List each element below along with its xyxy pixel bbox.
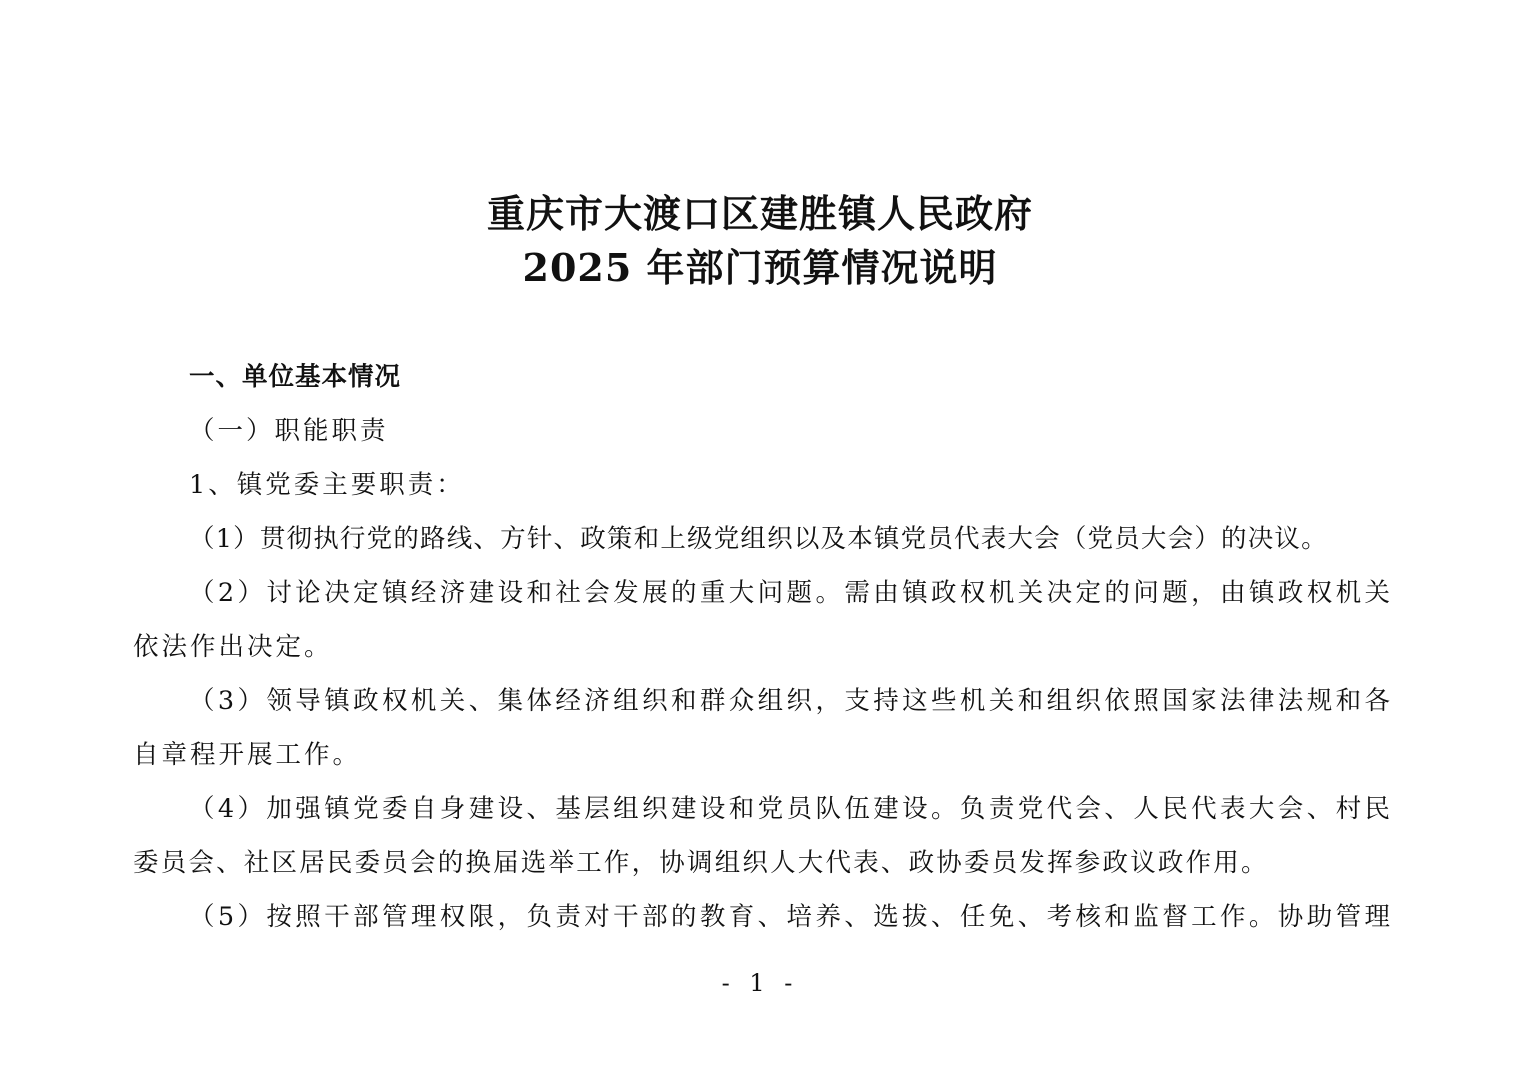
subsection-heading-functions: （一）职能职责 [189, 416, 389, 446]
document-title-line2: 2025 年部门预算情况说明 [522, 245, 998, 290]
document-title-line1: 重庆市大渡口区建胜镇人民政府 [486, 191, 1033, 236]
page-number: - 1 - [721, 969, 799, 997]
item-heading-party-committee: 1、镇党委主要职责： [189, 470, 465, 500]
paragraph-3-line-1: （3）领导镇政权机关、集体经济组织和群众组织，支持这些机关和组织依照国家法律法规和各 [189, 686, 1393, 716]
paragraph-4-line-1: （4）加强镇党委自身建设、基层组织建设和党员队伍建设。负责党代会、人民代表大会、村民 [189, 794, 1393, 824]
paragraph-2-line-2: 依法作出决定。 [133, 632, 333, 662]
paragraph-5-line-1: （5）按照干部管理权限，负责对干部的教育、培养、选拔、任免、考核和监督工作。协助管理 [189, 902, 1393, 932]
paragraph-4-line-2: 委员会、社区居民委员会的换届选举工作，协调组织人大代表、政协委员发挥参政议政作用。 [133, 848, 1269, 878]
paragraph-1-line-1: （1）贯彻执行党的路线、方针、政策和上级党组织以及本镇党员代表大会（党员大会）的决议。 [189, 524, 1328, 554]
section-heading-basic-info: 一、单位基本情况 [189, 362, 402, 392]
paragraph-3-line-2: 自章程开展工作。 [133, 740, 362, 770]
paragraph-2-line-1: （2）讨论决定镇经济建设和社会发展的重大问题。需由镇政权机关决定的问题，由镇政权机关 [189, 578, 1393, 608]
